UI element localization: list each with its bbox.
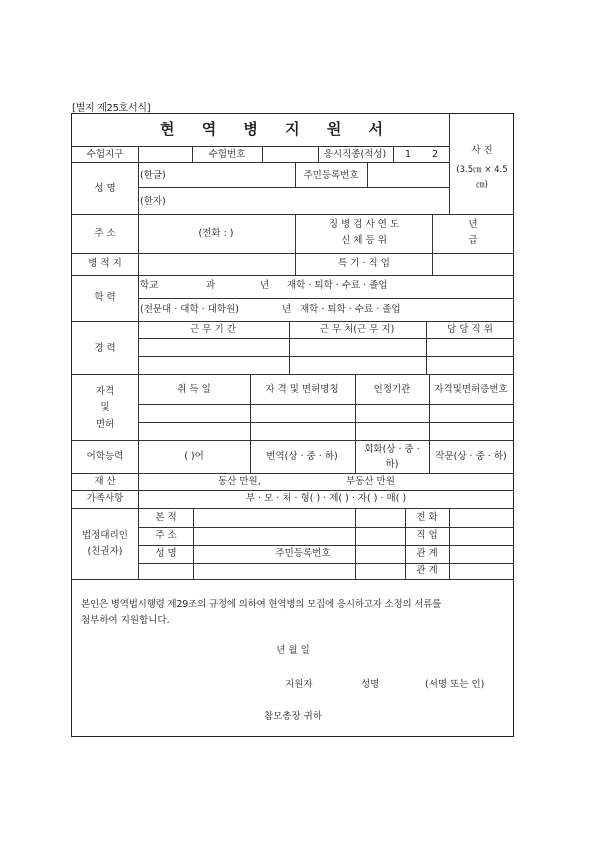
career-label: 경 력	[94, 343, 116, 354]
line	[71, 162, 449, 163]
guardian-relation-label: 관 계	[416, 548, 438, 559]
career-period-header: 근 무 기 간	[190, 324, 236, 335]
guardian-job-label: 직 업	[416, 530, 438, 541]
signature-name-label: 성명	[361, 679, 380, 690]
line	[193, 508, 194, 579]
issuer-header: 인정기관	[373, 384, 411, 395]
guardian-label: 법정대리인	[82, 530, 128, 541]
guardian-address-label: 주 소	[155, 530, 177, 541]
line	[138, 356, 514, 357]
real-estate-field[interactable]: 부동산 만원	[346, 476, 395, 487]
line	[355, 374, 356, 440]
guardian-phone-label: 전 화	[416, 512, 438, 523]
property-label: 재 산	[94, 476, 116, 487]
line	[449, 113, 450, 214]
career-place-header: 근 무 처(근 무 지)	[319, 324, 395, 335]
status-options-2[interactable]: 재학 · 퇴학 · 수료 · 졸업	[300, 304, 401, 315]
photo-size: (3.5㎝ × 4.5㎝)	[456, 165, 508, 190]
line	[138, 422, 514, 423]
line	[295, 253, 296, 275]
declaration-text: 본인은 병역법시행령 제29조의 규정에 의하여 현역병의 모집에 응시하고자 소정의 서류를	[81, 599, 442, 610]
recipient: 참모총장 귀하	[263, 711, 323, 722]
line	[432, 214, 433, 275]
line	[138, 545, 514, 546]
line	[426, 321, 427, 374]
address-phone-field[interactable]: (전화 : )	[198, 228, 234, 239]
line	[405, 508, 406, 579]
line	[138, 404, 514, 405]
year-field[interactable]: 년	[260, 280, 270, 291]
language-field[interactable]: ( )어	[184, 451, 204, 462]
line	[393, 146, 394, 162]
school-field[interactable]: 학교	[140, 280, 159, 291]
language-label: 어학능력	[86, 451, 124, 462]
license-name-header: 자 격 및 면허명칭	[265, 384, 339, 395]
date-field[interactable]: 년 월 일	[276, 645, 310, 656]
line	[250, 440, 251, 473]
year-field-2[interactable]: 년	[282, 304, 292, 315]
line	[138, 146, 139, 579]
license-label-1: 자격	[95, 386, 115, 397]
form-title: 현 역 병 지 원 서	[160, 120, 395, 138]
exam-area-label: 수험지구	[86, 149, 124, 160]
line	[318, 146, 319, 162]
exam-number-label: 수험번호	[208, 149, 246, 160]
guardian-rrn-label: 주민등록번호	[275, 548, 331, 559]
option-1[interactable]: 1	[405, 149, 412, 160]
line	[71, 579, 514, 580]
rrn-label: 주민등록번호	[303, 170, 359, 181]
job-choice-label: 응시직종(적성)	[323, 149, 387, 160]
skill-job-label: 특 기 · 직 업	[338, 258, 390, 269]
line	[429, 374, 430, 440]
line	[138, 563, 514, 564]
option-2[interactable]: 2	[432, 149, 439, 160]
guardian-sublabel: (친권자)	[87, 546, 123, 557]
line	[138, 527, 514, 528]
line	[355, 508, 356, 579]
license-label-3: 면허	[95, 419, 115, 430]
line	[355, 440, 356, 473]
conversation-level[interactable]: 회화(상 · 중 ·	[364, 444, 420, 455]
family-field[interactable]: 부 · 모 · 처 · 형( ) · 제( ) · 자( ) · 매( )	[245, 493, 407, 504]
line	[295, 162, 296, 187]
form-reference: [별지 제25호서식]	[72, 103, 151, 114]
name-label: 성 명	[94, 183, 116, 194]
line	[138, 338, 514, 339]
line	[192, 146, 193, 162]
grade-unit: 급	[468, 235, 478, 246]
acquired-date-header: 취 득 일	[177, 384, 211, 395]
photo-label: 사 진	[471, 145, 493, 156]
line	[138, 187, 449, 188]
translation-level[interactable]: 번역(상 · 중 · 하)	[266, 451, 338, 462]
line	[295, 214, 296, 253]
line	[138, 298, 514, 299]
license-label-2: 및	[100, 402, 110, 413]
status-options[interactable]: 재학 · 퇴학 · 수료 · 졸업	[287, 280, 388, 291]
guardian-name-label: 성 명	[155, 548, 177, 559]
signature-field[interactable]: (서명 또는 인)	[425, 679, 485, 690]
college-type: (전문대 · 대학 · 대학원)	[140, 304, 239, 315]
career-position-header: 담 당 직 위	[447, 324, 493, 335]
writing-level[interactable]: 작문(상 · 중 · 하)	[435, 451, 507, 462]
guardian-relation-label-2: 관 계	[416, 565, 438, 576]
line	[250, 374, 251, 440]
declaration-text-2: 첨부하여 지원합니다.	[81, 615, 170, 626]
line	[262, 146, 263, 162]
address-label: 주 소	[94, 228, 116, 239]
education-label: 학 력	[94, 292, 116, 303]
name-hanja-field[interactable]: (한자)	[140, 196, 166, 207]
movable-property-field[interactable]: 동산 만원,	[218, 476, 261, 487]
exam-year-label: 징 병 검 사 연 도	[328, 219, 400, 230]
line	[449, 508, 450, 579]
line	[429, 440, 430, 473]
registry-label: 병 적 지	[88, 258, 122, 269]
family-label: 가족사항	[86, 493, 124, 504]
guardian-origin-label: 본 적	[155, 512, 177, 523]
conversation-level-cont: 하)	[385, 459, 399, 470]
line	[367, 162, 368, 187]
license-number-header: 자격및면허증번호	[434, 384, 508, 395]
name-hangul-field[interactable]: (한글)	[140, 170, 166, 181]
year-unit: 년	[468, 219, 478, 230]
line	[289, 321, 290, 374]
applicant-label: 지원자	[285, 679, 313, 690]
physical-grade-label: 신 체 등 위	[341, 235, 387, 246]
department-field[interactable]: 과	[206, 280, 216, 291]
